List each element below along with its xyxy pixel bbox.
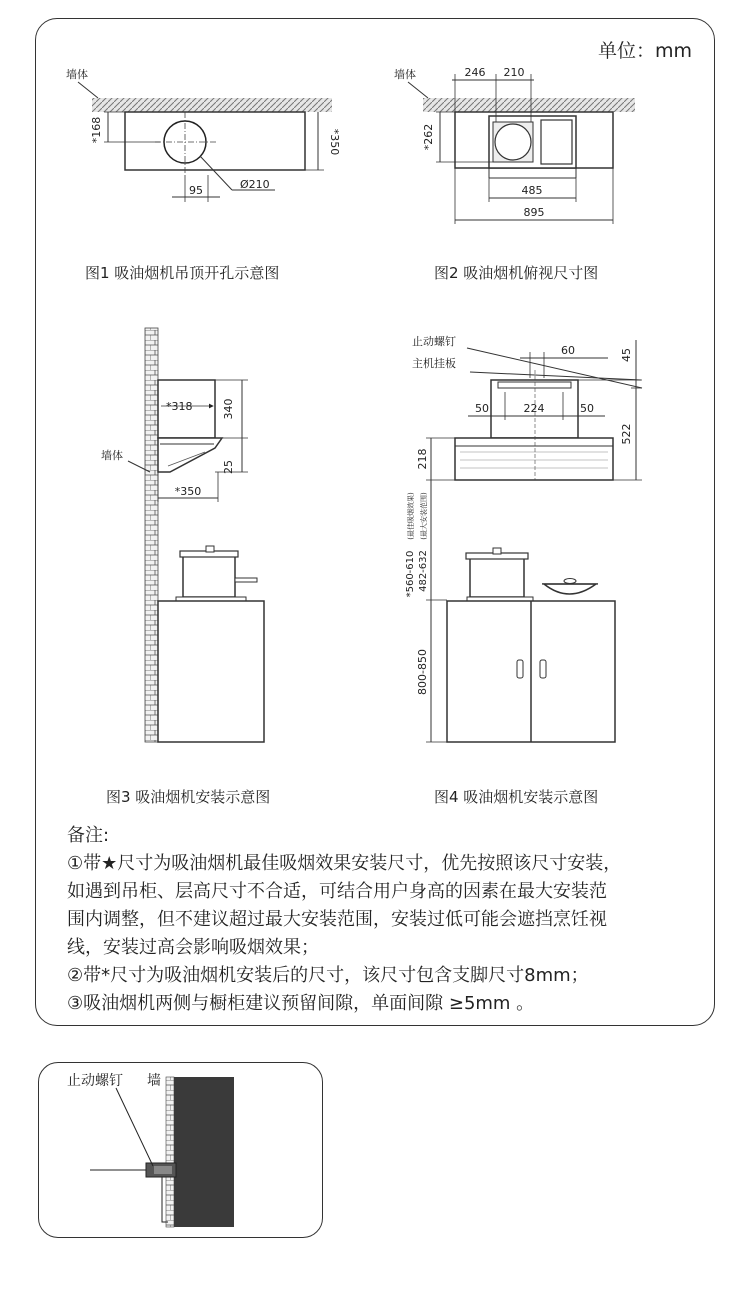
fig4-dim-45: 45 [620, 348, 633, 362]
fig4-dim-800-850: 800-850 [416, 649, 429, 695]
fig3-dim-25: 25 [222, 460, 235, 474]
fig2-caption: 图2 吸油烟机俯视尺寸图 [434, 264, 599, 282]
fig4-dim-60: 60 [561, 344, 575, 357]
fig2-wall-label: 墙体 [394, 68, 416, 81]
fig3-caption: 图3 吸油烟机安装示意图 [106, 788, 271, 806]
fig2-dim-210: 210 [503, 66, 525, 79]
notes-title: 备注: [67, 825, 110, 846]
notes-line: ①带★尺寸为吸油烟机最佳吸烟效果安装尺寸，优先按照该尺寸安装， [67, 853, 622, 874]
notes-line: 线，安装过高会影响吸烟效果； [67, 937, 319, 958]
detail-stop-screw-label: 止动螺钉 [67, 1073, 123, 1089]
fig3-dim-318: *318 [166, 400, 193, 413]
fig4-dim-522: 522 [620, 423, 633, 445]
fig3-wall-label: 墙体 [101, 449, 123, 462]
fig4-dim-50-right: 50 [580, 402, 594, 415]
fig4-stop-screw-label: 止动螺钉 [412, 335, 456, 348]
fig1-dim-95: 95 [189, 184, 203, 197]
fig1-dim-diameter: Ø210 [240, 178, 270, 191]
notes-section [67, 822, 697, 1018]
fig3-dim-340: 340 [222, 398, 235, 420]
fig2-dim-246: 246 [464, 66, 486, 79]
detail-wall-label: 墙 [147, 1073, 161, 1089]
fig1-caption: 图1 吸油烟机吊顶开孔示意图 [85, 264, 280, 282]
fig4-note-max: (最大安装范围) [420, 492, 428, 540]
fig1-wall-label: 墙体 [66, 68, 88, 81]
fig4-dim-224: 224 [523, 402, 545, 415]
fig4-caption: 图4 吸油烟机安装示意图 [434, 788, 599, 806]
detail-panel [38, 1062, 323, 1238]
fig4-note-best: (最佳吸烟效果) [407, 492, 415, 540]
fig4-dim-218: 218 [416, 448, 429, 470]
unit-label: 单位：mm [598, 40, 693, 62]
fig4-hanger-label: 主机挂板 [412, 357, 456, 370]
fig2-dim-895: 895 [523, 206, 545, 219]
fig3-dim-350: *350 [174, 485, 202, 498]
notes-line: 如遇到吊柜、层高尺寸不合适，可结合用户身高的因素在最大安装范 [67, 881, 607, 902]
notes-line: ②带*尺寸为吸油烟机安装后的尺寸，该尺寸包含支脚尺寸8mm； [67, 965, 589, 986]
notes-line: ③吸油烟机两侧与橱柜建议预留间隙，单面间隙 ≥5mm 。 [67, 993, 535, 1014]
fig1-dim-350: *350 [328, 128, 341, 156]
fig4-dim-best-range: *560-610 [405, 550, 416, 598]
fig2-dim-485: 485 [521, 184, 543, 197]
fig4-dim-max-range: 482-632 [418, 550, 429, 592]
fig4-dim-50-left: 50 [475, 402, 489, 415]
fig2-dim-262: *262 [422, 123, 435, 151]
notes-line: 围内调整，但不建议超过最大安装范围，安装过低可能会遮挡烹饪视 [67, 909, 607, 930]
fig1-dim-168: *168 [90, 116, 103, 144]
